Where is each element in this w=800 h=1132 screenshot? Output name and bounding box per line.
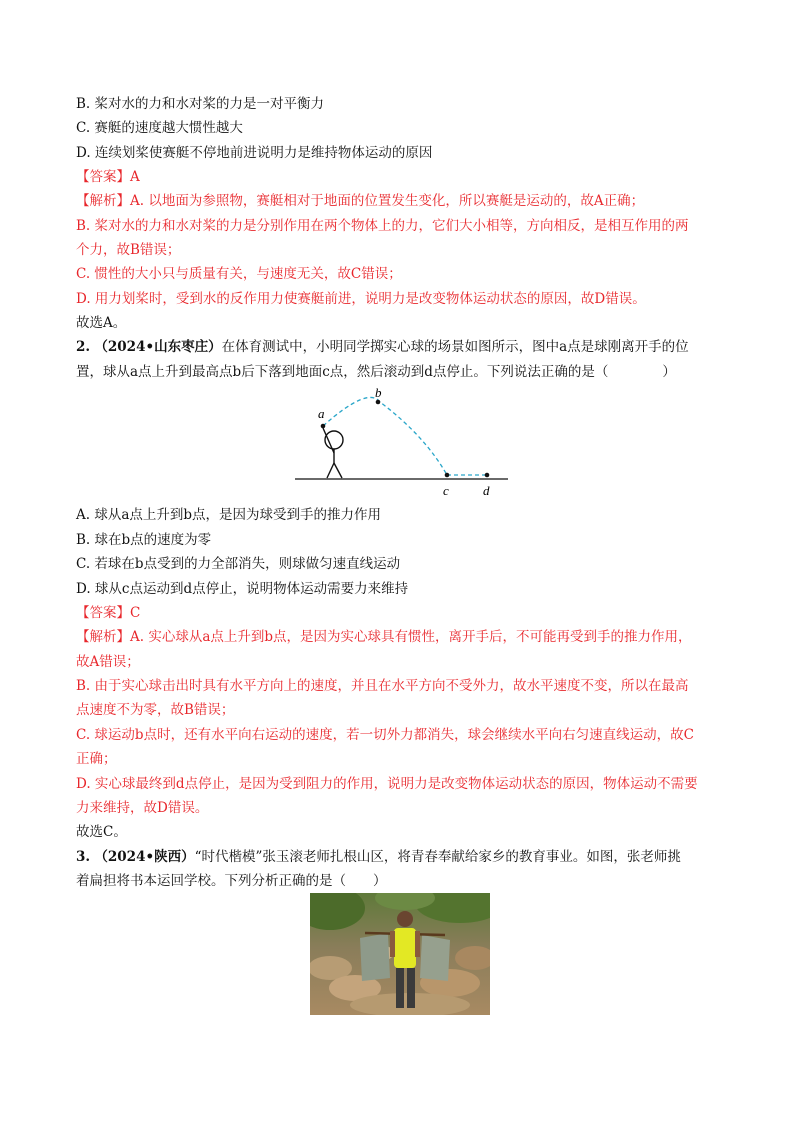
q3-stem-line-1 bbox=[76, 848, 681, 866]
q3-stem-text-1: “时代楷模”张玉滚老师扎根山区，将青春奉献给家乡的教育事业。如图，张老师挑 bbox=[194, 849, 681, 865]
q2-conclusion: 故选C。 bbox=[76, 824, 127, 840]
q2-option-a: A. 球从a点上升到b点，是因为球受到手的推力作用 bbox=[76, 507, 382, 523]
point-d bbox=[485, 473, 490, 478]
stick-figure-leg-left bbox=[327, 463, 334, 478]
label-d: d bbox=[483, 483, 490, 498]
point-a bbox=[321, 424, 326, 429]
q1-analysis-line-5: D. 用力划桨时，受到水的反作用力使赛艇前进，说明力是改变物体运动状态的原因，故D错误。 bbox=[76, 291, 646, 307]
q2-analysis-line-1: 【解析】A. 实心球从a点上升到b点，是因为实心球具有惯性，离开手后，不可能再受到手的推力作用， bbox=[76, 629, 692, 645]
q2-stem-text-1: 在体育测试中，小明同学掷实心球的场景如图所示，图中a点是球刚离开手的位 bbox=[221, 339, 689, 355]
trajectory-figure bbox=[290, 388, 510, 498]
q2-option-c: C. 若球在b点受到的力全部消失，则球做匀速直线运动 bbox=[76, 556, 401, 572]
q2-stem-line-2: 置，球从a点上升到最高点b后下落到地面c点，然后滚动到d点停止。下列说法正确的是（ ） bbox=[76, 364, 676, 380]
q2-analysis-line-8: 力来维持，故D错误。 bbox=[76, 800, 209, 816]
point-c bbox=[445, 473, 450, 478]
q2-answer: 【答案】C bbox=[76, 605, 141, 621]
q2-option-d: D. 球从c点运动到d点停止，说明物体运动需要力来维持 bbox=[76, 581, 409, 597]
stick-figure-leg-right bbox=[334, 463, 342, 478]
q2-analysis-line-4: 点速度不为零，故B错误； bbox=[76, 702, 235, 718]
q2-number: 2. bbox=[76, 339, 91, 355]
q1-option-d: D. 连续划桨使赛艇不停地前进说明力是维持物体运动的原因 bbox=[76, 145, 433, 161]
q3-number: 3. bbox=[76, 849, 91, 865]
q1-option-b: B. 桨对水的力和水对桨的力是一对平衡力 bbox=[76, 96, 325, 112]
q1-answer: 【答案】A bbox=[76, 169, 140, 185]
q2-analysis-line-5: C. 球运动b点时，还有水平向右运动的速度，若一切外力都消失，球会继续水平向右匀速直线运动，故C bbox=[76, 727, 694, 743]
photo-illustration bbox=[310, 893, 490, 1015]
q3-source: （2024•陕西） bbox=[94, 849, 195, 865]
label-b: b bbox=[375, 388, 382, 400]
label-a: a bbox=[318, 406, 325, 421]
q2-stem-line-1 bbox=[76, 338, 689, 356]
q2-analysis-line-3: B. 由于实心球击出时具有水平方向上的速度，并且在水平方向不受外力，故水平速度不变，所以在最高 bbox=[76, 678, 689, 694]
q1-analysis-line-1: 【解析】A. 以地面为参照物，赛艇相对于地面的位置发生变化，所以赛艇是运动的，故A正确； bbox=[76, 193, 645, 209]
q2-analysis-line-6: 正确； bbox=[76, 751, 117, 767]
q2-analysis-line-2: 故A错误； bbox=[76, 654, 140, 670]
q1-option-c: C. 赛艇的速度越大惯性越大 bbox=[76, 120, 243, 136]
q2-source: （2024•山东枣庄） bbox=[94, 339, 222, 355]
shot-put-diagram bbox=[290, 388, 510, 498]
q1-conclusion: 故选A。 bbox=[76, 315, 127, 331]
q3-stem-line-2: 着扁担将书本运回学校。下列分析正确的是（ ） bbox=[76, 873, 387, 889]
q2-option-b: B. 球在b点的速度为零 bbox=[76, 532, 212, 548]
q1-analysis-line-4: C. 惯性的大小只与质量有关，与速度无关，故C错误； bbox=[76, 266, 402, 282]
q2-analysis-line-7: D. 实心球最终到d点停止，是因为受到阻力的作用，说明力是改变物体运动状态的原因，物体运动不需要 bbox=[76, 776, 698, 792]
point-b bbox=[376, 400, 381, 405]
teacher-carrying-books-photo bbox=[310, 893, 490, 1015]
q1-analysis-line-3: 个力，故B错误； bbox=[76, 242, 181, 258]
q1-analysis-line-2: B. 桨对水的力和水对桨的力是分别作用在两个物体上的力，它们大小相等，方向相反，是相互作用的两 bbox=[76, 218, 689, 234]
label-c: c bbox=[443, 483, 449, 498]
